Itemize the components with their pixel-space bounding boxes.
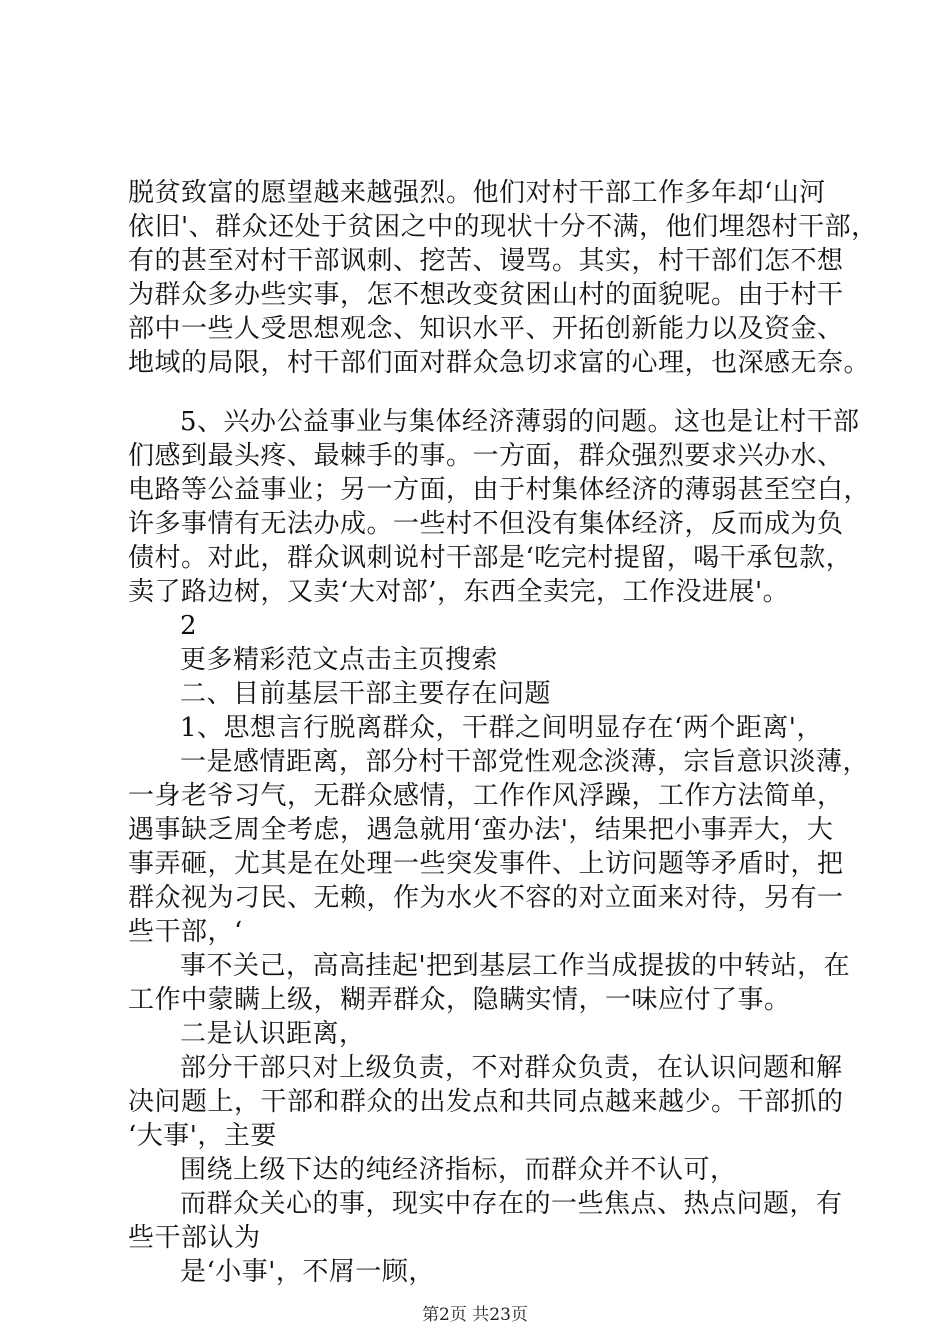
text-line: 们感到最头疼、最棘手的事。一方面，群众强烈要求兴办水、: [128, 441, 844, 471]
text-line: 二是认识距离，: [180, 1019, 366, 1049]
text-line: 是‘小事'，不屑一顾，: [180, 1257, 435, 1287]
text-line: 事不关己，高高挂起'把到基层工作当成提拔的中转站，在: [180, 951, 851, 981]
page-number-marker: 2: [180, 611, 198, 641]
text-line: 群众视为刁民、无赖，作为水火不容的对立面来对待，另有一: [128, 883, 844, 913]
text-line: 5、兴办公益事业与集体经济薄弱的问题。这也是让村干部: [180, 407, 860, 437]
text-line: 一是感情距离，部分村干部党性观念淡薄，宗旨意识淡薄，: [180, 747, 870, 777]
text-line: 决问题上，干部和群众的出发点和共同点越来越少。干部抓的: [128, 1087, 844, 1117]
text-line: 遇事缺乏周全考虑，遇急就用‘蛮办法'，结果把小事弄大，大: [128, 815, 834, 845]
text-line: 依旧'、群众还处于贫困之中的现状十分不满，他们埋怨村干部，: [128, 212, 878, 242]
text-line: 债村。对此，群众讽刺说村干部是‘吃完村提留，喝干承包款，: [128, 543, 853, 573]
text-line: 部分干部只对上级负责，不对群众负责，在认识问题和解: [180, 1053, 843, 1083]
text-line: ‘大事'，主要: [128, 1121, 277, 1151]
text-line: 一身老爷习气，无群众感情，工作作风浮躁，工作方法简单，: [128, 781, 844, 811]
text-line: 事弄砸，尤其是在处理一些突发事件、上访问题等矛盾时，把: [128, 849, 844, 879]
text-line: 脱贫致富的愿望越来越强烈。他们对村干部工作多年却‘山河: [128, 178, 826, 208]
page-footer: 第2页 共23页: [422, 1305, 528, 1325]
text-line: 为群众多办些实事，怎不想改变贫困山村的面貌呢。由于村干: [128, 280, 844, 310]
text-line: 些干部，‘: [128, 917, 243, 947]
text-line: 有的甚至对村干部讽刺、挖苦、谩骂。其实，村干部们怎不想: [128, 246, 844, 276]
text-line: 卖了路边树，又卖‘大对部’，东西全卖完，工作没进展'。: [128, 577, 790, 607]
promo-text: 更多精彩范文点击主页搜索: [180, 645, 499, 675]
text-line: 些干部认为: [128, 1223, 261, 1253]
subsection-heading: 1、思想言行脱离群众，干群之间明显存在‘两个距离'，: [180, 713, 823, 743]
section-heading: 二、目前基层干部主要存在问题: [180, 679, 552, 709]
text-line: 工作中蒙瞒上级，糊弄群众，隐瞒实情，一味应付了事。: [128, 985, 791, 1015]
text-line: 围绕上级下达的纯经济指标，而群众并不认可，: [180, 1155, 737, 1185]
text-line: 电路等公益事业；另一方面，由于村集体经济的薄弱甚至空白，: [128, 475, 871, 505]
text-line: 而群众关心的事，现实中存在的一些焦点、热点问题，有: [180, 1189, 843, 1219]
text-line: 许多事情有无法办成。一些村不但没有集体经济，反而成为负: [128, 509, 844, 539]
text-line: 部中一些人受思想观念、知识水平、开拓创新能力以及资金、: [128, 314, 844, 344]
text-line: 地域的局限，村干部们面对群众急切求富的心理，也深感无奈。: [128, 348, 871, 378]
